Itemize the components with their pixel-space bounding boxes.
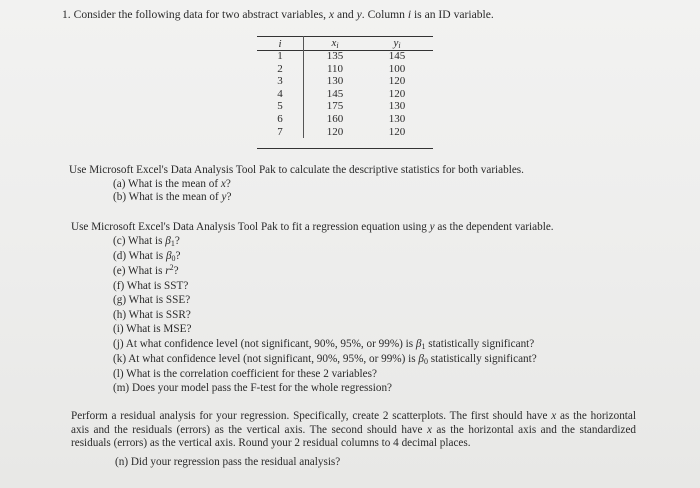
- cell-x: 135: [326, 50, 344, 62]
- cell-x: 160: [326, 112, 344, 125]
- cell-i: 3: [257, 75, 304, 88]
- question-h: (h) What is SSR?: [113, 309, 191, 321]
- cell-x: 145: [326, 87, 344, 100]
- data-table: [257, 36, 429, 138]
- question-header: 1. Consider the following data for two abstract variables, x and y. Column i is an ID variable.: [62, 8, 494, 21]
- table-row: [257, 88, 428, 101]
- question-f: (f) What is SST?: [113, 280, 189, 292]
- question-c: (c) What is $\beta_1$?: [113, 235, 180, 248]
- section2-intro: Use Microsoft Excel's Data Analysis Tool Pak to fit a regression equation using y as the dependent variable.: [71, 221, 554, 233]
- cell-x: 175: [326, 100, 344, 113]
- question-a: (a) What is the mean of x?: [113, 178, 231, 190]
- cell-y: 120: [388, 87, 406, 100]
- table-row: [257, 113, 428, 126]
- column-header-y: $y_i$: [393, 36, 401, 50]
- cell-y: 145: [388, 50, 406, 62]
- table-bottom-rule: [257, 148, 433, 149]
- cell-i: 7: [257, 126, 304, 139]
- cell-i: 4: [257, 88, 304, 101]
- cell-y: 120: [388, 75, 406, 88]
- cell-y: 130: [388, 112, 406, 125]
- section1-intro: Use Microsoft Excel's Data Analysis Tool Pak to calculate the descriptive statistics for both variables.: [69, 164, 524, 176]
- table-row: [257, 63, 428, 76]
- cell-x: 130: [326, 75, 344, 88]
- cell-i: 6: [257, 113, 304, 126]
- cell-x: 120: [326, 125, 344, 138]
- table-row: [257, 126, 428, 139]
- cell-x: 110: [326, 62, 344, 75]
- question-d: (d) What is $\beta_0$?: [113, 250, 181, 263]
- column-header-i: i: [257, 36, 304, 50]
- table-row: [257, 75, 428, 88]
- section3-intro: Perform a residual analysis for your regression. Specifically, create 2 scatterplots. The first should have x as the horizontal axis and the residuals (errors) as the vertical axis. The second should have x as the horizontal axis and the standardized residuals (errors) as the vertical axis. Round your 2 residual columns to 4 decimal places.: [71, 410, 636, 449]
- cell-y: 120: [388, 125, 406, 138]
- column-header-x: $x_i$: [331, 36, 339, 50]
- cell-y: 100: [388, 62, 406, 75]
- question-j: (j) At what confidence level (not significant, 90%, 95%, or 99%) is $\beta_1$ statistically significant?: [113, 338, 535, 351]
- cell-i: 1: [257, 50, 304, 63]
- question-n: (n) Did your regression pass the residual analysis?: [115, 456, 341, 468]
- cell-i: 5: [257, 100, 304, 113]
- question-i: (i) What is MSE?: [113, 323, 192, 335]
- table-row: [257, 100, 428, 113]
- question-g: (g) What is SSE?: [113, 294, 191, 306]
- question-l: (l) What is the correlation coefficient for these 2 variables?: [113, 368, 377, 380]
- question-k: (k) At what confidence level (not significant, 90%, 95%, or 99%) is $\beta_0$ statistically significant?: [113, 353, 537, 366]
- question-b: (b) What is the mean of y?: [113, 191, 232, 203]
- cell-i: 2: [257, 63, 304, 76]
- question-m: (m) Does your model pass the F-test for the whole regression?: [113, 382, 392, 394]
- table-header-row: [257, 36, 428, 50]
- table-body: [257, 50, 428, 138]
- question-e: (e) What is $r^2$?: [113, 263, 179, 277]
- table-row: [257, 50, 428, 63]
- cell-y: 130: [388, 100, 406, 113]
